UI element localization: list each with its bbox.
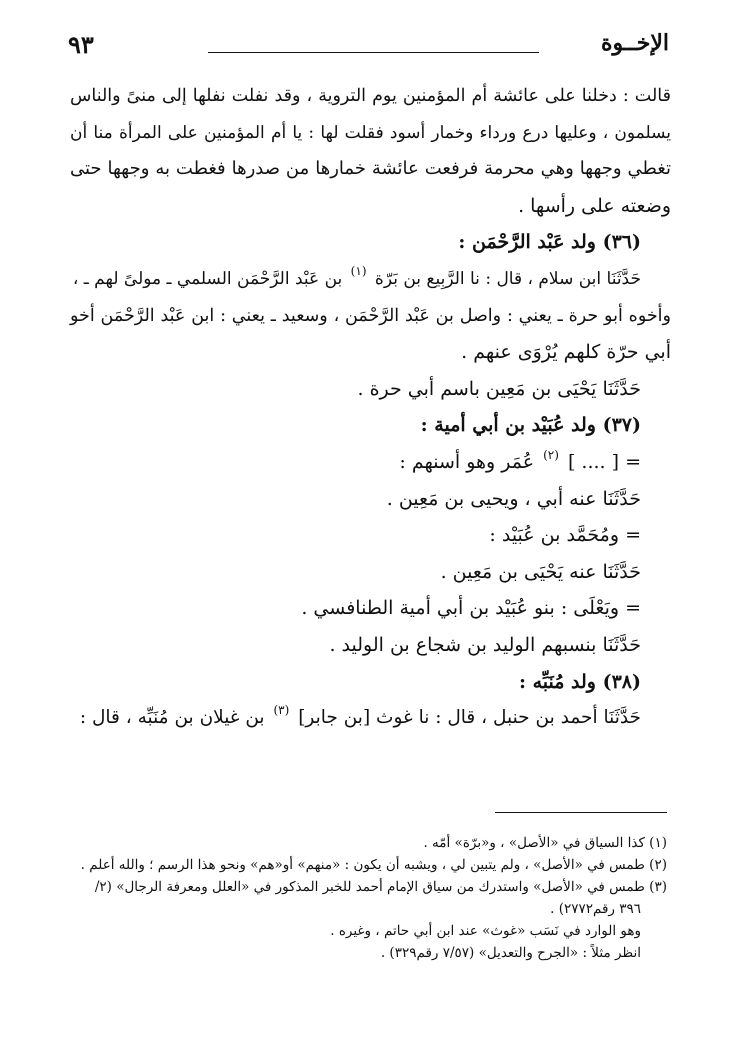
running-title: الإخــوة bbox=[600, 30, 669, 56]
footnote-reference: (٣) bbox=[273, 703, 290, 718]
text-line: قالت : دخلنا على عائشة أم المؤمنين يوم التروية ، وقد نفلت نفلها إلى منىً والناس bbox=[70, 86, 671, 106]
footnote-reference: (١) bbox=[350, 263, 367, 278]
main-text bbox=[70, 78, 671, 737]
text-segment: حَدَّثَنَا ابن سلام ، قال : نا الرَّبِيع بن بَرّة bbox=[374, 268, 641, 289]
text-line: = ويَعْلَى : بنو عُبَيْد بن أبي أمية الطنافسي . bbox=[301, 597, 641, 620]
text-line: = ومُحَمَّد بن عُبَيْد : bbox=[489, 524, 641, 547]
footnote-3-continuation: انظر مثلاً : «الجرح والتعديل» (٧/٥٧ رقم٣٢٩) . bbox=[380, 945, 641, 961]
text-segment: بن غيلان بن مُنَبِّه ، قال : bbox=[79, 707, 265, 729]
footnotes bbox=[62, 832, 667, 964]
footnote-3: (٣) طمس في «الأصل» واستدرك من سياق الإمام أحمد للخبر المذكور في «العلل ومعرفة الرجال» (٢/ bbox=[94, 879, 667, 895]
footnote-3-continuation: ٣٩٦ رقم٢٧٧٢) . bbox=[550, 901, 641, 917]
page-header bbox=[68, 30, 669, 64]
section-heading-38: (٣٨) ولد مُنَبِّه : bbox=[518, 670, 641, 693]
text-line: وأخوه أبو حرة ـ يعني : واصل بن عَبْد الرَّحْمَن ، وسعيد ـ يعني : ابن عَبْد الرَّحْمَن أخو bbox=[70, 305, 671, 326]
text-line: وضعته على رأسها . bbox=[518, 194, 671, 217]
text-line: تغطي وجهها وهي محرمة فرفعت عائشة خمارها من صدرها فغطت به وجهها حتى bbox=[70, 158, 671, 180]
text-line: حَدَّثَنَا عنه أبي ، ويحيى بن مَعِين . bbox=[386, 487, 641, 510]
text-line: يسلمون ، وعليها درع ورداء وخمار أسود فقلت لها : يا أم المؤمنين على المرأة منا أن bbox=[70, 122, 671, 143]
text-line: حَدَّثَنَا عنه يَحْيَى بن مَعِين . bbox=[440, 560, 641, 583]
header-rule bbox=[208, 52, 539, 53]
text-line: حَدَّثَنَا يَحْيَى بن مَعِين باسم أبي حرة . bbox=[357, 377, 641, 400]
footnote-3-continuation: وهو الوارد في نَسَب «غوث» عند ابن أبي حاتم ، وغيره . bbox=[330, 923, 641, 939]
text-segment: بن عَبْد الرَّحْمَن السلمي ـ مولىً لهم ـ ، bbox=[72, 268, 343, 289]
footnote-2: (٢) طمس في «الأصل» ، ولم يتبين لي ، ويشبه أن يكون : «منهم» أو«هم» ونحو هذا الرسم ؛ والله أعلم . bbox=[80, 857, 667, 873]
text-line bbox=[70, 261, 671, 298]
section-heading-36: (٣٦) ولد عَبْد الرَّحْمَن : bbox=[458, 231, 641, 254]
text-line bbox=[70, 444, 671, 481]
footnote-reference: (٢) bbox=[543, 447, 559, 462]
footnote-1: (١) كذا السياق في «الأصل» ، و«برّة» أمّه . bbox=[423, 835, 667, 851]
text-segment: عُمَر وهو أسنهم : bbox=[399, 450, 535, 473]
page-number: ٩٣ bbox=[68, 30, 94, 59]
text-segment: = [ .... ] bbox=[567, 450, 641, 473]
text-segment: حَدَّثَنَا أحمد بن حنبل ، قال : نا غوث [بن جابر] bbox=[298, 707, 641, 729]
text-line: حَدَّثَنَا بنسبهم الوليد بن شجاع بن الوليد . bbox=[329, 633, 641, 656]
text-line: أبي حرّة كلهم يُرْوَى عنهم . bbox=[461, 341, 671, 364]
footnote-separator bbox=[495, 812, 667, 813]
text-line bbox=[70, 700, 671, 737]
section-heading-37: (٣٧) ولد عُبَيْد بن أبي أمية : bbox=[420, 414, 641, 437]
